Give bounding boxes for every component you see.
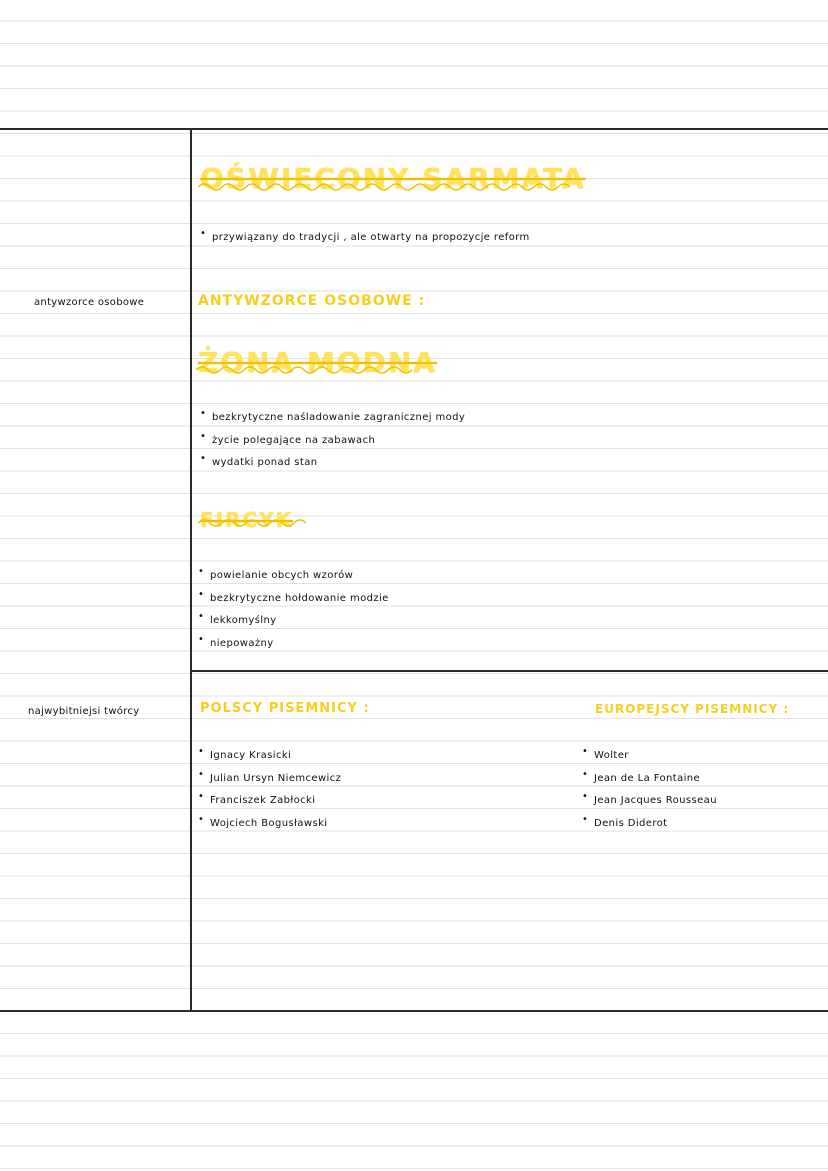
zona-modna-title: ŻONA MODNA <box>198 346 437 379</box>
list-item: • bezkrytyczne naśladowanie zagranicznej mody <box>200 407 465 430</box>
row-label-tworcy: najwybitniejsi twórcy <box>28 706 140 717</box>
fircyk-points <box>198 565 389 655</box>
list-item: • bezkrytyczne hołdowanie modzie <box>198 588 389 611</box>
table-column-divider <box>190 128 192 1011</box>
list-item: • Ignacy Krasicki <box>198 745 341 768</box>
list-item: • niepoważny <box>198 633 389 656</box>
fircyk-title: FIRCYK <box>200 508 294 532</box>
zona-modna-points <box>200 407 465 475</box>
europejscy-pisemnicy-heading: EUROPEJSCY PISEMNICY : <box>595 702 790 716</box>
polscy-pisemnicy-list <box>198 745 341 835</box>
europejscy-pisemnicy-list <box>582 745 717 835</box>
list-item: • życie polegające na zabawach <box>200 430 465 453</box>
table-top-border <box>0 128 828 130</box>
sarmata-underline-wave <box>198 180 578 194</box>
zona-modna-underline-wave <box>196 363 416 377</box>
sarmata-points <box>200 227 530 250</box>
list-item: • Jean de La Fontaine <box>582 768 717 791</box>
list-item: • wydatki ponad stan <box>200 452 465 475</box>
fircyk-underline-wave <box>198 516 310 530</box>
polscy-pisemnicy-heading: POLSCY PISEMNICY : <box>200 701 370 716</box>
list-item: • Wolter <box>582 745 717 768</box>
table-row-divider <box>190 670 828 672</box>
list-item: • Wojciech Bogusławski <box>198 813 341 836</box>
list-item: • Denis Diderot <box>582 813 717 836</box>
list-item: • Jean Jacques Rousseau <box>582 790 717 813</box>
list-item: • lekkomyślny <box>198 610 389 633</box>
row-label-antywzorce: antywzorce osobowe <box>34 297 145 308</box>
list-item: • przywiązany do tradycji , ale otwarty na propozycje reform <box>200 227 530 250</box>
sarmata-title: OŚWIECONY SARMATA <box>200 162 586 195</box>
table-bottom-border <box>0 1010 828 1012</box>
antywzorce-heading: ANTYWZORCE OSOBOWE : <box>198 293 426 309</box>
list-item: • Julian Ursyn Niemcewicz <box>198 768 341 791</box>
list-item: • powielanie obcych wzorów <box>198 565 389 588</box>
list-item: • Franciszek Zabłocki <box>198 790 341 813</box>
